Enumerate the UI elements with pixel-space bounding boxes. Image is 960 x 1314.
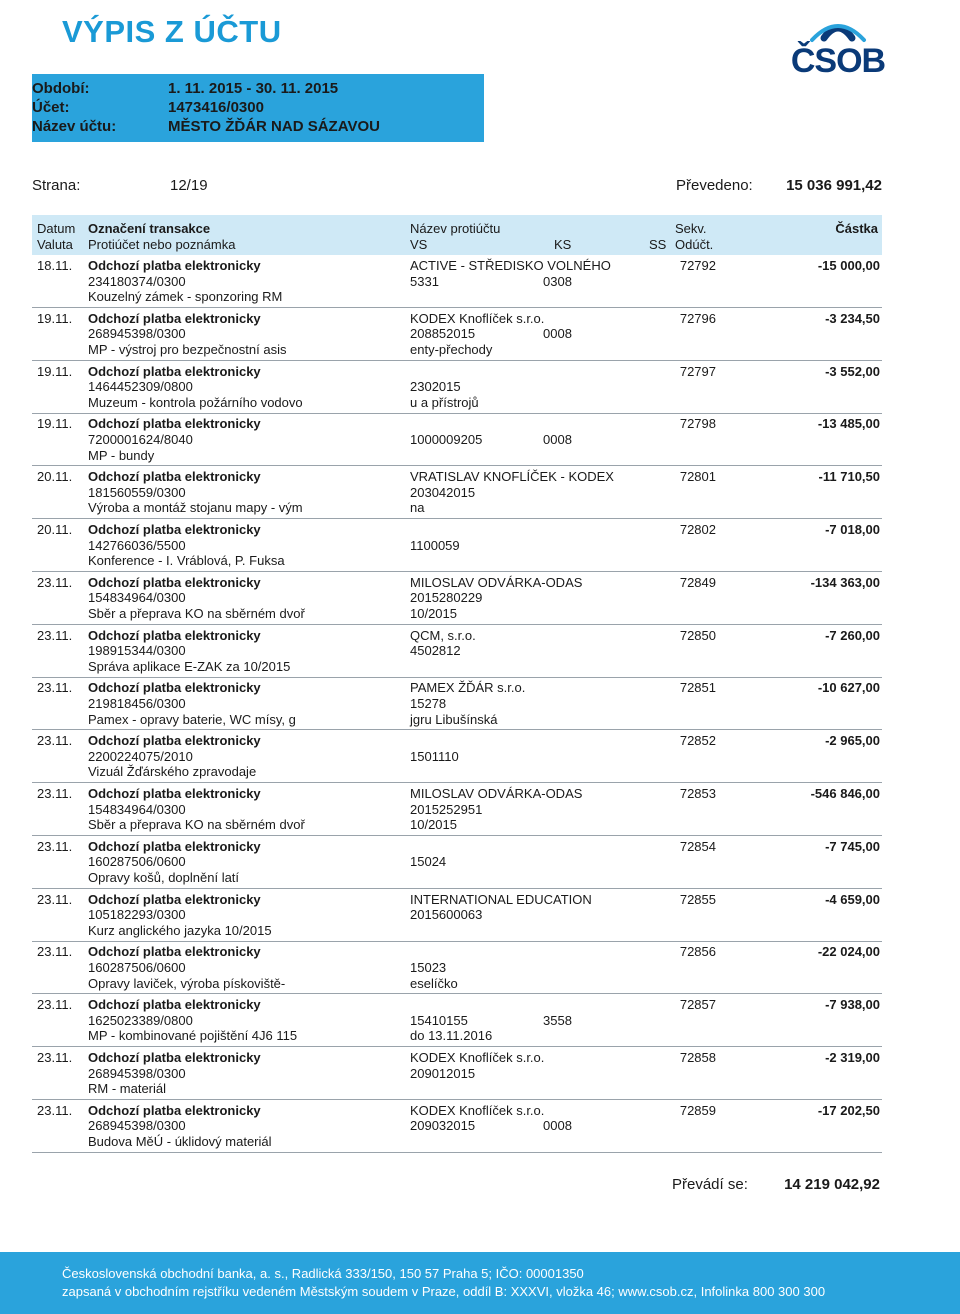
row-ref: eselíčko [410,975,458,991]
row-ref: enty-přechody [410,342,493,357]
page-label: Strana: [32,177,81,194]
row-vs: 1501110 [410,748,459,764]
row-amount: -7 745,00 [825,838,880,854]
row-sekv: 72855 [679,891,716,907]
row-amount: -7 938,00 [825,997,880,1013]
row-divider [32,1046,882,1047]
row-counter-name: KODEX Knoflíček s.r.o. [410,310,545,326]
row-date: 19.11. [37,416,73,432]
row-account: 1464452309/0800 [88,379,193,395]
row-vs: 15024 [410,854,447,870]
row-date: 23.11. [37,891,73,907]
total-label: Převádí se: [672,1176,748,1193]
row-sekv: 72850 [679,627,716,643]
row-amount: -13 485,00 [817,416,880,432]
col-ss: SS [649,237,667,252]
row-account: 181560559/0300 [88,484,186,500]
row-type: Odchozí platba elektronicky [88,944,261,960]
row-note: Konference - I. Vráblová, P. Fuksa [88,553,285,569]
row-note: Pamex - opravy baterie, WC mísy, g [88,711,296,727]
row-type: Odchozí platba elektronicky [88,522,261,537]
row-vs: 209032015 [410,1118,476,1134]
row-counter-name: KODEX Knoflíček s.r.o. [410,1102,545,1118]
row-date: 23.11. [37,680,73,696]
row-account: 7200001624/8040 [88,432,193,447]
row-vs: 2302015 [410,379,461,395]
row-account: 105182293/0300 [88,907,186,923]
row-account: 1625023389/0800 [88,1012,193,1028]
row-date: 23.11. [37,627,73,643]
csob-logo-icon [790,14,886,44]
row-ref: jgru Libušínská [410,711,498,727]
col-vs: VS [410,237,428,252]
row-counter-name: INTERNATIONAL EDUCATION [410,891,592,907]
col-counter-name: Název protiúčtu [410,221,501,236]
carried-label: Převedeno: [676,177,753,194]
col-sekv: Sekv. [675,221,707,236]
row-type: Odchozí platba elektronicky [88,733,261,749]
row-note: Výroba a montáž stojanu mapy - vým [88,500,303,516]
row-ks: 0008 [543,432,572,447]
row-amount: -7 018,00 [825,522,880,537]
row-ks: 3558 [543,1012,572,1028]
row-divider [32,1099,882,1100]
col-amount: Částka [835,221,878,236]
row-date: 23.11. [37,838,73,854]
row-type: Odchozí platba elektronicky [88,786,261,801]
row-type: Odchozí platba elektronicky [88,627,261,643]
row-divider [32,413,882,414]
col-value-date: Valuta [37,237,73,252]
row-note: Muzeum - kontrola požárního vodovo [88,394,303,410]
row-amount: -11 710,50 [818,469,880,485]
period-label: Období: [32,80,90,97]
row-divider [32,307,882,308]
row-account: 268945398/0300 [88,1065,186,1081]
row-ks: 0008 [543,1118,572,1134]
row-amount: -7 260,00 [825,627,880,643]
row-sekv: 72797 [679,363,716,379]
row-type: Odchozí platba elektronicky [88,1050,261,1065]
row-note: Kouzelný zámek - sponzoring RM [88,289,283,305]
row-divider [32,941,882,942]
row-account: 234180374/0300 [88,273,186,289]
row-note: Sběr a přeprava KO na sběrném dvoř [88,817,305,833]
row-amount: -22 024,00 [817,944,880,960]
row-amount: -3 552,00 [825,363,880,379]
row-note: Opravy košů, doplnění latí [88,870,240,885]
row-sekv: 72856 [679,944,716,960]
row-vs: 4502812 [410,643,461,659]
row-divider [32,888,882,889]
row-divider [32,993,882,994]
row-sekv: 72851 [679,680,716,696]
row-counter-name: KODEX Knoflíček s.r.o. [410,1050,545,1065]
account-value: 1473416/0300 [168,99,264,116]
col-counter-account: Protiúčet nebo poznámka [88,237,236,252]
row-type: Odchozí platba elektronicky [88,1102,261,1118]
row-note: Budova MěÚ - úklidový materiál [88,1134,272,1149]
row-date: 23.11. [37,574,73,590]
row-date: 20.11. [37,522,73,537]
row-account: 219818456/0300 [88,696,186,711]
row-account: 2200224075/2010 [88,748,193,764]
row-vs: 15410155 [410,1012,468,1028]
row-vs: 203042015 [410,484,476,500]
row-vs: 208852015 [410,326,476,342]
row-ref: na [410,500,425,516]
footer [0,1252,960,1314]
logo-text: ČSOB [790,42,886,80]
row-date: 23.11. [37,944,73,960]
row-ks: 0008 [543,326,572,342]
row-ref: u a přístrojů [410,394,479,410]
row-amount: -17 202,50 [817,1102,880,1118]
col-ks: KS [554,237,572,252]
carried-value: 15 036 991,42 [786,177,882,194]
row-vs: 2015600063 [410,907,483,923]
row-vs: 15023 [410,960,447,975]
row-sekv: 72859 [679,1102,716,1118]
row-account: 154834964/0300 [88,801,186,817]
row-divider [32,677,882,678]
row-account: 268945398/0300 [88,326,186,342]
footer-line-2: zapsaná v obchodním rejstříku vedeném Městským soudem v Praze, oddíl B: XXXVI, vložka 46; www.csob.cz, Infolinka 800 300 300 [62,1284,826,1299]
col-date: Datum [37,221,76,236]
row-amount: -4 659,00 [825,891,880,907]
row-date: 19.11. [37,363,73,379]
page-number: 12/19 [170,177,208,194]
row-sekv: 72854 [679,838,716,854]
row-ref: 10/2015 [410,606,457,621]
row-type: Odchozí platba elektronicky [88,416,261,432]
row-type: Odchozí platba elektronicky [88,363,261,379]
row-type: Odchozí platba elektronicky [88,574,261,590]
row-vs: 5331 [410,273,439,289]
account-label: Účet: [32,99,70,116]
row-type: Odchozí platba elektronicky [88,469,261,485]
row-vs: 1100059 [410,537,460,553]
row-divider [32,465,882,466]
row-sekv: 72858 [679,1050,716,1065]
row-date: 20.11. [37,469,73,485]
row-account: 160287506/0600 [88,854,186,870]
row-divider [32,729,882,730]
col-oducet: Odúčt. [675,237,714,252]
row-counter-name: ACTIVE - STŘEDISKO VOLNÉHO [410,258,611,273]
row-counter-name: MILOSLAV ODVÁRKA-ODAS [410,786,583,801]
row-sekv: 72857 [679,997,716,1013]
row-sekv: 72796 [679,310,716,326]
row-sekv: 72792 [679,258,716,273]
row-note: RM - materiál [88,1081,167,1097]
row-account: 268945398/0300 [88,1118,186,1134]
row-amount: -3 234,50 [825,310,880,326]
row-account: 198915344/0300 [88,643,186,659]
account-name-label: Název účtu: [32,118,117,135]
page-title: VÝPIS Z ÚČTU [62,14,282,49]
row-type: Odchozí platba elektronicky [88,997,261,1013]
row-note: MP - bundy [88,447,155,463]
footer-line-1: Československá obchodní banka, a. s., Radlická 333/150, 150 57 Praha 5; IČO: 00001350 [62,1266,584,1281]
row-counter-name: PAMEX ŽĎÁR s.r.o. [410,680,526,696]
row-amount: -134 363,00 [810,574,880,590]
row-date: 19.11. [37,310,73,326]
row-vs: 15278 [410,696,447,711]
row-note: Sběr a přeprava KO na sběrném dvoř [88,606,305,621]
row-type: Odchozí platba elektronicky [88,891,261,907]
account-name-value: MĚSTO ŽĎÁR NAD SÁZAVOU [168,118,380,135]
row-counter-name: MILOSLAV ODVÁRKA-ODAS [410,574,583,590]
row-amount: -2 965,00 [825,733,880,749]
row-sekv: 72801 [679,469,716,485]
row-date: 23.11. [37,733,73,749]
row-note: Vizuál Žďárského zpravodaje [88,764,257,780]
col-transaction: Označení transakce [88,221,211,236]
row-amount: -10 627,00 [817,680,880,696]
row-note: MP - výstroj pro bezpečnostní asis [88,342,287,357]
row-note: Správa aplikace E-ZAK za 10/2015 [88,658,291,674]
row-account: 154834964/0300 [88,590,186,606]
row-sekv: 72802 [679,522,716,537]
row-divider [32,518,882,519]
row-date: 18.11. [37,258,73,273]
row-divider [32,835,882,836]
row-ref: do 13.11.2016 [410,1028,493,1044]
row-divider [32,624,882,625]
row-divider [32,782,882,783]
row-account: 142766036/5500 [88,537,186,553]
total-value: 14 219 042,92 [784,1176,880,1193]
row-divider [32,360,882,361]
row-note: Opravy laviček, výroba pískoviště- [88,975,286,991]
row-type: Odchozí platba elektronicky [88,258,261,273]
row-date: 23.11. [37,786,73,801]
row-vs: 2015252951 [410,801,483,817]
row-sekv: 72798 [679,416,716,432]
row-counter-name: QCM, s.r.o. [410,627,476,643]
row-note: MP - kombinované pojištění 4J6 115 [88,1028,298,1044]
row-vs: 209012015 [410,1065,476,1081]
row-sekv: 72849 [679,574,716,590]
row-ks: 0308 [543,273,572,289]
row-type: Odchozí platba elektronicky [88,680,261,696]
row-account: 160287506/0600 [88,960,186,975]
csob-logo [790,14,886,78]
row-ref: 10/2015 [410,817,457,833]
row-date: 23.11. [37,997,73,1013]
row-divider [32,571,882,572]
row-sekv: 72852 [679,733,716,749]
row-note: Kurz anglického jazyka 10/2015 [88,922,272,938]
row-counter-name: VRATISLAV KNOFLÍČEK - KODEX [410,469,614,485]
row-amount: -546 846,00 [810,786,880,801]
row-sekv: 72853 [679,786,716,801]
row-type: Odchozí platba elektronicky [88,310,261,326]
row-amount: -15 000,00 [817,258,880,273]
row-type: Odchozí platba elektronicky [88,838,261,854]
row-date: 23.11. [37,1102,73,1118]
row-divider [32,1152,882,1153]
row-vs: 1000009205 [410,432,483,447]
period-value: 1. 11. 2015 - 30. 11. 2015 [168,80,339,97]
row-amount: -2 319,00 [825,1050,880,1065]
row-date: 23.11. [37,1050,73,1065]
row-vs: 2015280229 [410,590,483,606]
